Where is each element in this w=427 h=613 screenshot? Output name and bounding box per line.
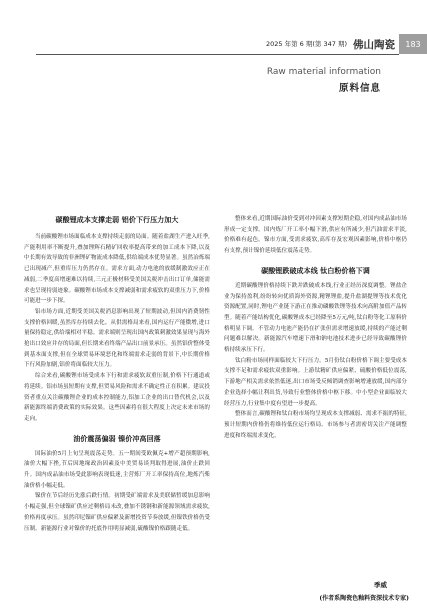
section-title-chinese: 原料信息: [338, 83, 381, 94]
article-paragraph: 综合来看,碳酸锂市场受成本下行和需求疲软双重压制,价格下行通道或将延续。铝市场虽短期有支撑,但贸易风险和需求不确定性正在积累。建议投资者重点关注碳酸锂企业的成本控制能力,铝加工企业的出口替代机会,以及新能源终端消费政策的实际效果。这些因素将在很大程度上决定未来市场的走向。: [24, 373, 210, 422]
article-paragraph: 整体而言,碳酸锂和钛白粉市场均呈现成本支撑减弱、需求不振的特征,预计短期内价格仍将维持低位运行格局。市场参与者需密切关注产能调整进度和终端需求变化。: [224, 411, 407, 439]
article-paragraph: 铝市场方面,近期受美国关税消息影响出现了短期波动,但国内消费韧性支撑价格回暖,虽然库存持续去化。从供需格局来看,国内运行产能微增,进口量保持稳定,供给端相对平稳。需求端则呈现出国内政策刺激效果显现与海外抢出口效应并存的局面,但长期来看终端产品出口前景承压。虽然铝价整体受到基本面支撑,但在全球贸易环境恶化和终端需求走弱的背景下,中长期价格下行风险加剧,铝价将面临较大压力。: [24, 308, 210, 369]
article-title-oil-nickel: 油价震荡偏弱 镍价冲高回落: [73, 433, 161, 443]
article-title-lithium-aluminum: 碳酸锂成本支撑走弱 铝价下行压力加大: [55, 215, 179, 224]
article-paragraph: 镍价在节后经历先涨后跌行情。初期受矿端需求及美联储暂缓加息影响小幅走强,但全球镍矿供应过剩格局未改,叠加不锈钢和新能源领域需求疲软,价格再度承压。虽然印尼镍矿供应偏紧及新增投资节奏放缓,但镍铁价格仍受压制。新能源行业对镍价的托底作用明显减弱,硫酸镍价格跟随走低。: [24, 493, 210, 532]
right-column: [224, 214, 407, 441]
article-paragraph: 当前碳酸锂市场面临成本支撑持续走弱的局面。随着盐湖生产进入旺季,产能利用率不断提升,叠加锂辉石精矿回收率提高带来的加工成本下降,以及中长期有效导致的非洲锂矿物流成本降低,供给端成本优势显著。虽然冶炼端已出现减产,但重库压力仍然存在。需求方面,动力电池的放缓制激效应正在减弱,二季度高增速难以持续,三元正极材料受美国关税冲击出口订单,储能需求也呈现持弱迹象。碳酸锂市场成本支撑减弱和需求疲软的双重压力下,价格可能进一步下探。: [24, 234, 210, 305]
header-divider: [36, 54, 399, 55]
author-name: 季威: [374, 581, 387, 589]
article-paragraph: 近期碳酸锂价格持续下跌并跌破成本线,行业正经历深度调整。锂盐企业为保持盈利,纷纷转向优质海外资源,精锂锂盐,提升盐湖提锂等技术优化资源配置,同时,锂电产业链下游正在推动磷酸铁锂等技术向高附加值产品转型。随着产能结构优化,碳酸锂成本已经降至5万元/吨,钛白粉等化工原料价格明显下调。不管动力电池产能仍在扩张但需求增速放缓,持续的产能过剩问题难以解决。新能源汽车增速下滑和钠电池技术进步已经导致碳酸锂价格持续承压下行。: [224, 282, 407, 354]
issue-info: 2025 年第 6 期(第 347 期): [266, 40, 347, 48]
article-paragraph: 国际油价5月上旬呈现震荡走势。五一期间受欧佩克+增产超预期影响,油价大幅下挫,节后因地缘政治因素及中美贸易谈判取得进展,油价止跌回升。国内成品油市场受此影响表现低迷,主营炼厂开工率保持高位,地炼汽柴油价格小幅走低。: [24, 450, 210, 489]
left-column: [24, 214, 210, 534]
article-title-lithium-titanium: 碳酸锂跌破成本线 钛白粉价格下调: [261, 265, 370, 275]
article-paragraph: 整体来看,近期国际油价受到对冲因素支撑短期企稳,对国内成品油市场形成一定支撑。国内炼厂开工率小幅下滑,供应有所减少,但汽油需求平淡,价格难有起色。镍市方面,受需求疲软,高库存及宏观因素影响,价格中枢仍有支撑,预计镍价延续低位震荡走势。: [224, 216, 407, 255]
magazine-brand: 佛山陶瓷: [353, 38, 395, 51]
author-note: (作者系陶瓷色釉料资深技术专家): [319, 595, 409, 602]
article-paragraph: 钛白粉市场同样面临较大下行压力。5月份钛白粉价格下调主要受成本支撑不足和需求疲软双重影响。上游钛精矿供应偏紧、硫酸价格低位震荡,下游地产相关需求依然低迷,出口市场受反倾销调查影响增速放缓,国内部分企业选择小幅让利出货,导致行业整体价格中枢下移。中小型企业面临较大经营压力,行业集中度有望进一步提高。: [224, 357, 407, 407]
section-title-english: Raw material information: [266, 67, 381, 77]
page-number: 183: [399, 34, 427, 54]
